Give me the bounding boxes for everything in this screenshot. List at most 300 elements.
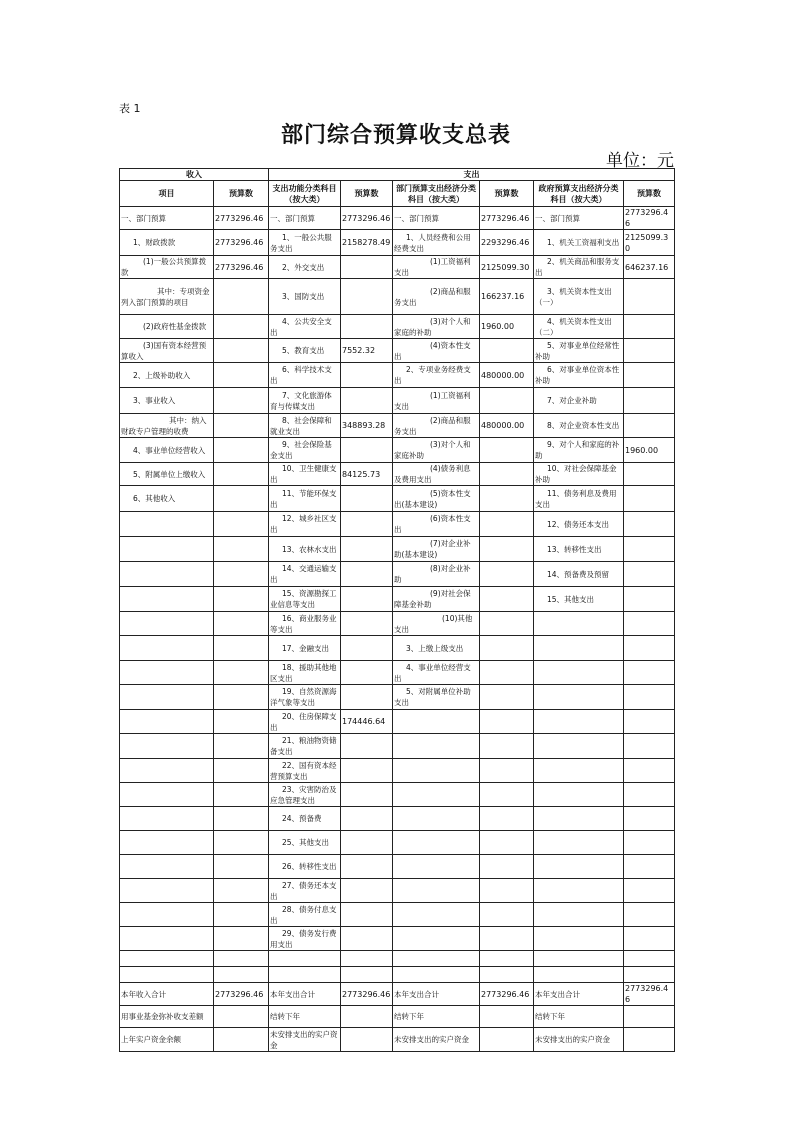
function-budget-cell (341, 512, 393, 537)
gov-econ-budget-cell: 1960.00 (624, 438, 675, 463)
dept-econ-budget-cell (480, 612, 534, 636)
income-item-cell: (1)一般公共预算拨款 (120, 256, 214, 279)
table-row (120, 363, 675, 388)
gov-econ-item-cell: 4、机关资本性支出（二） (534, 315, 624, 339)
function-item-cell: 9、社会保险基金支出 (269, 438, 341, 463)
gov-econ-item-cell: 14、预备费及预留 (534, 562, 624, 587)
gov-econ-budget-cell (624, 339, 675, 363)
income-item-cell (120, 710, 214, 734)
function-item-cell: 未安排支出的实户资金 (269, 1028, 341, 1052)
dept-econ-item-cell (393, 967, 480, 983)
function-item-cell: 结转下年 (269, 1006, 341, 1028)
function-budget-cell (341, 831, 393, 855)
income-item-cell: 用事业基金弥补收支差额 (120, 1006, 214, 1028)
gov-econ-item-cell (534, 636, 624, 661)
gov-econ-item-cell: 7、对企业补助 (534, 388, 624, 414)
table-row (120, 759, 675, 783)
function-item-cell: 22、国有资本经营预算支出 (269, 759, 341, 783)
function-budget-cell (341, 587, 393, 612)
gov-econ-item-cell: 9、对个人和家庭的补助 (534, 438, 624, 463)
col-header-function-class: 支出功能分类科目（按大类） (269, 181, 341, 207)
income-item-cell: 其中：专项资金列入部门预算的项目 (120, 279, 214, 315)
income-budget-cell: 2773296.46 (214, 256, 269, 279)
income-budget-cell (214, 388, 269, 414)
function-budget-cell: 2773296.46 (341, 983, 393, 1006)
table-row (120, 1028, 675, 1052)
dept-econ-budget-cell: 2773296.46 (480, 983, 534, 1006)
dept-econ-item-cell: (3)对个人和家庭补助 (393, 438, 480, 463)
gov-econ-budget-cell (624, 903, 675, 927)
table-row (120, 783, 675, 807)
gov-econ-budget-cell (624, 486, 675, 512)
table-row (120, 388, 675, 414)
gov-econ-item-cell (534, 831, 624, 855)
dept-econ-item-cell: (9)对社会保障基金补助 (393, 587, 480, 612)
table-row (120, 339, 675, 363)
table-row (120, 438, 675, 463)
gov-econ-item-cell (534, 783, 624, 807)
table-row (120, 734, 675, 759)
income-item-cell (120, 783, 214, 807)
dept-econ-item-cell: (5)资本性支出(基本建设) (393, 486, 480, 512)
function-item-cell: 12、城乡社区支出 (269, 512, 341, 537)
income-item-cell: (2)政府性基金拨款 (120, 315, 214, 339)
table-row (120, 807, 675, 831)
gov-econ-budget-cell (624, 661, 675, 685)
income-item-cell (120, 759, 214, 783)
dept-econ-item-cell (393, 903, 480, 927)
dept-econ-item-cell: 一、部门预算 (393, 207, 480, 230)
income-budget-cell (214, 537, 269, 562)
income-budget-cell (214, 855, 269, 879)
income-item-cell: 上年实户资金余额 (120, 1028, 214, 1052)
gov-econ-budget-cell (624, 562, 675, 587)
dept-econ-item-cell (393, 759, 480, 783)
dept-econ-budget-cell: 1960.00 (480, 315, 534, 339)
income-budget-cell (214, 903, 269, 927)
gov-econ-item-cell: 13、转移性支出 (534, 537, 624, 562)
gov-econ-item-cell: 11、债务利息及费用支出 (534, 486, 624, 512)
table-row (120, 279, 675, 315)
function-budget-cell (341, 927, 393, 951)
table-row (120, 951, 675, 967)
table-row (120, 855, 675, 879)
function-item-cell: 26、转移性支出 (269, 855, 341, 879)
function-budget-cell (341, 951, 393, 967)
dept-econ-budget-cell (480, 438, 534, 463)
income-header: 收入 (120, 169, 269, 181)
gov-econ-budget-cell (624, 363, 675, 388)
gov-econ-budget-cell (624, 1028, 675, 1052)
gov-econ-item-cell (534, 710, 624, 734)
dept-econ-item-cell (393, 734, 480, 759)
income-item-cell (120, 967, 214, 983)
gov-econ-budget-cell (624, 463, 675, 486)
function-budget-cell: 7552.32 (341, 339, 393, 363)
function-item-cell: 一、部门预算 (269, 207, 341, 230)
expense-header: 支出 (269, 169, 675, 181)
dept-econ-item-cell: (8)对企业补助 (393, 562, 480, 587)
col-header-gov-econ-class: 政府预算支出经济分类科目（按大类） (534, 181, 624, 207)
function-budget-cell (341, 967, 393, 983)
table-row (120, 207, 675, 230)
income-budget-cell (214, 279, 269, 315)
function-item-cell: 8、社会保障和就业支出 (269, 414, 341, 438)
function-budget-cell: 84125.73 (341, 463, 393, 486)
table-row (120, 710, 675, 734)
gov-econ-budget-cell (624, 967, 675, 983)
dept-econ-budget-cell (480, 855, 534, 879)
income-item-cell: 一、部门预算 (120, 207, 214, 230)
gov-econ-item-cell (534, 612, 624, 636)
table-row (120, 537, 675, 562)
table-label: 表 1 (119, 102, 141, 115)
function-budget-cell (341, 734, 393, 759)
gov-econ-item-cell: 6、对事业单位资本性补助 (534, 363, 624, 388)
function-budget-cell (341, 636, 393, 661)
income-budget-cell (214, 486, 269, 512)
gov-econ-budget-cell (624, 855, 675, 879)
dept-econ-budget-cell (480, 734, 534, 759)
income-item-cell: 6、其他收入 (120, 486, 214, 512)
function-item-cell: 13、农林水支出 (269, 537, 341, 562)
function-budget-cell (341, 537, 393, 562)
income-item-cell (120, 636, 214, 661)
income-budget-cell (214, 710, 269, 734)
dept-econ-budget-cell (480, 685, 534, 710)
income-budget-cell (214, 438, 269, 463)
function-budget-cell: 2773296.46 (341, 207, 393, 230)
dept-econ-budget-cell (480, 1006, 534, 1028)
dept-econ-budget-cell: 480000.00 (480, 414, 534, 438)
function-item-cell: 本年支出合计 (269, 983, 341, 1006)
income-budget-cell: 2773296.46 (214, 983, 269, 1006)
budget-summary-table (119, 168, 675, 1052)
gov-econ-budget-cell: 2773296.46 (624, 207, 675, 230)
gov-econ-budget-cell (624, 734, 675, 759)
gov-econ-item-cell: 结转下年 (534, 1006, 624, 1028)
income-budget-cell (214, 734, 269, 759)
function-item-cell: 7、文化旅游体育与传媒支出 (269, 388, 341, 414)
table-row (120, 230, 675, 256)
dept-econ-item-cell (393, 783, 480, 807)
gov-econ-item-cell (534, 661, 624, 685)
table-row (120, 414, 675, 438)
table-row (120, 587, 675, 612)
function-budget-cell (341, 256, 393, 279)
dept-econ-budget-cell (480, 661, 534, 685)
income-budget-cell (214, 783, 269, 807)
dept-econ-item-cell: 1、人员经费和公用经费支出 (393, 230, 480, 256)
dept-econ-budget-cell (480, 463, 534, 486)
income-item-cell: 5、附属单位上缴收入 (120, 463, 214, 486)
dept-econ-budget-cell (480, 636, 534, 661)
col-header-budget: 预算数 (480, 181, 534, 207)
income-budget-cell (214, 951, 269, 967)
function-item-cell: 3、国防支出 (269, 279, 341, 315)
table-body (120, 207, 675, 1052)
function-item-cell: 24、预备费 (269, 807, 341, 831)
dept-econ-item-cell: (7)对企业补助(基本建设) (393, 537, 480, 562)
gov-econ-budget-cell: 2773296.46 (624, 983, 675, 1006)
function-budget-cell (341, 279, 393, 315)
income-item-cell (120, 951, 214, 967)
table-row (120, 463, 675, 486)
function-item-cell: 16、商业服务业等支出 (269, 612, 341, 636)
income-budget-cell (214, 1006, 269, 1028)
unit-label: 单位：元 (606, 151, 674, 171)
function-budget-cell (341, 783, 393, 807)
income-budget-cell (214, 927, 269, 951)
income-item-cell (120, 807, 214, 831)
gov-econ-item-cell (534, 903, 624, 927)
dept-econ-item-cell: 4、事业单位经营支出 (393, 661, 480, 685)
income-budget-cell (214, 636, 269, 661)
dept-econ-item-cell (393, 710, 480, 734)
function-item-cell: 23、灾害防治及应急管理支出 (269, 783, 341, 807)
dept-econ-budget-cell: 480000.00 (480, 363, 534, 388)
table-row (120, 903, 675, 927)
income-item-cell: 其中：纳入财政专户管理的收费 (120, 414, 214, 438)
col-header-budget: 预算数 (341, 181, 393, 207)
gov-econ-item-cell (534, 967, 624, 983)
income-item-cell (120, 831, 214, 855)
function-item-cell: 17、金融支出 (269, 636, 341, 661)
gov-econ-item-cell: 15、其他支出 (534, 587, 624, 612)
function-item-cell: 1、一般公共服务支出 (269, 230, 341, 256)
gov-econ-budget-cell (624, 879, 675, 903)
table-row (120, 636, 675, 661)
income-item-cell (120, 587, 214, 612)
income-item-cell: (3)国有资本经营预算收入 (120, 339, 214, 363)
income-item-cell (120, 734, 214, 759)
table-row (120, 512, 675, 537)
col-header-budget: 预算数 (624, 181, 675, 207)
income-budget-cell (214, 879, 269, 903)
col-header-budget: 预算数 (214, 181, 269, 207)
dept-econ-budget-cell (480, 927, 534, 951)
gov-econ-budget-cell (624, 685, 675, 710)
dept-econ-budget-cell (480, 512, 534, 537)
dept-econ-item-cell (393, 855, 480, 879)
gov-econ-item-cell: 10、对社会保障基金补助 (534, 463, 624, 486)
dept-econ-item-cell: 5、对附属单位补助支出 (393, 685, 480, 710)
function-budget-cell (341, 1028, 393, 1052)
income-budget-cell (214, 1028, 269, 1052)
table-row (120, 315, 675, 339)
function-budget-cell (341, 315, 393, 339)
table-row (120, 967, 675, 983)
dept-econ-budget-cell (480, 783, 534, 807)
table-row (120, 256, 675, 279)
gov-econ-budget-cell (624, 831, 675, 855)
function-item-cell (269, 967, 341, 983)
table-row (120, 983, 675, 1006)
function-budget-cell (341, 562, 393, 587)
dept-econ-budget-cell (480, 486, 534, 512)
dept-econ-item-cell (393, 879, 480, 903)
gov-econ-budget-cell (624, 279, 675, 315)
gov-econ-budget-cell: 646237.16 (624, 256, 675, 279)
income-budget-cell (214, 807, 269, 831)
function-item-cell: 15、资源勘探工业信息等支出 (269, 587, 341, 612)
function-item-cell (269, 951, 341, 967)
income-item-cell (120, 661, 214, 685)
gov-econ-budget-cell (624, 587, 675, 612)
dept-econ-item-cell: (2)商品和服务支出 (393, 414, 480, 438)
income-budget-cell (214, 315, 269, 339)
dept-econ-item-cell (393, 807, 480, 831)
function-item-cell: 6、科学技术支出 (269, 363, 341, 388)
gov-econ-item-cell: 一、部门预算 (534, 207, 624, 230)
gov-econ-item-cell: 5、对事业单位经常性补助 (534, 339, 624, 363)
table-row (120, 562, 675, 587)
income-budget-cell (214, 661, 269, 685)
table-row (120, 879, 675, 903)
function-budget-cell (341, 879, 393, 903)
table-row (120, 661, 675, 685)
function-item-cell: 18、援助其他地区支出 (269, 661, 341, 685)
function-item-cell: 28、债务付息支出 (269, 903, 341, 927)
dept-econ-item-cell: (4)资本性支出 (393, 339, 480, 363)
gov-econ-budget-cell (624, 759, 675, 783)
income-budget-cell (214, 463, 269, 486)
dept-econ-budget-cell (480, 388, 534, 414)
function-budget-cell (341, 807, 393, 831)
table-row (120, 685, 675, 710)
gov-econ-budget-cell (624, 512, 675, 537)
gov-econ-item-cell (534, 879, 624, 903)
dept-econ-item-cell: 本年支出合计 (393, 983, 480, 1006)
gov-econ-item-cell (534, 951, 624, 967)
income-item-cell (120, 512, 214, 537)
col-header-item: 项目 (120, 181, 214, 207)
dept-econ-item-cell: (2)商品和服务支出 (393, 279, 480, 315)
gov-econ-item-cell: 本年支出合计 (534, 983, 624, 1006)
function-budget-cell (341, 759, 393, 783)
table-row (120, 1006, 675, 1028)
income-budget-cell (214, 562, 269, 587)
gov-econ-item-cell (534, 855, 624, 879)
income-item-cell: 2、上级补助收入 (120, 363, 214, 388)
gov-econ-budget-cell (624, 636, 675, 661)
gov-econ-budget-cell (624, 315, 675, 339)
income-budget-cell (214, 363, 269, 388)
income-item-cell: 本年收入合计 (120, 983, 214, 1006)
dept-econ-item-cell: 3、上缴上级支出 (393, 636, 480, 661)
dept-econ-budget-cell (480, 339, 534, 363)
income-budget-cell: 2773296.46 (214, 230, 269, 256)
function-budget-cell (341, 855, 393, 879)
function-budget-cell: 348893.28 (341, 414, 393, 438)
dept-econ-budget-cell: 166237.16 (480, 279, 534, 315)
function-budget-cell: 174446.64 (341, 710, 393, 734)
gov-econ-budget-cell (624, 414, 675, 438)
income-item-cell (120, 537, 214, 562)
dept-econ-item-cell: (10)其他支出 (393, 612, 480, 636)
gov-econ-item-cell: 未安排支出的实户资金 (534, 1028, 624, 1052)
dept-econ-item-cell (393, 831, 480, 855)
dept-econ-budget-cell: 2773296.46 (480, 207, 534, 230)
function-item-cell: 10、卫生健康支出 (269, 463, 341, 486)
dept-econ-item-cell (393, 927, 480, 951)
gov-econ-budget-cell (624, 388, 675, 414)
function-budget-cell (341, 903, 393, 927)
gov-econ-item-cell (534, 807, 624, 831)
function-item-cell: 14、交通运输支出 (269, 562, 341, 587)
income-budget-cell (214, 339, 269, 363)
income-budget-cell: 2773296.46 (214, 207, 269, 230)
gov-econ-item-cell: 3、机关资本性支出（一） (534, 279, 624, 315)
income-budget-cell (214, 414, 269, 438)
dept-econ-budget-cell (480, 537, 534, 562)
dept-econ-item-cell (393, 951, 480, 967)
dept-econ-budget-cell (480, 903, 534, 927)
dept-econ-budget-cell (480, 967, 534, 983)
income-item-cell: 1、财政拨款 (120, 230, 214, 256)
function-budget-cell (341, 685, 393, 710)
function-budget-cell (341, 388, 393, 414)
dept-econ-item-cell: (1)工资福利支出 (393, 256, 480, 279)
income-item-cell (120, 612, 214, 636)
gov-econ-item-cell: 12、债务还本支出 (534, 512, 624, 537)
dept-econ-budget-cell (480, 759, 534, 783)
income-budget-cell (214, 759, 269, 783)
dept-econ-item-cell: 结转下年 (393, 1006, 480, 1028)
function-budget-cell (341, 1006, 393, 1028)
gov-econ-budget-cell (624, 710, 675, 734)
dept-econ-budget-cell (480, 1028, 534, 1052)
gov-econ-budget-cell (624, 783, 675, 807)
gov-econ-budget-cell: 2125099.30 (624, 230, 675, 256)
gov-econ-budget-cell (624, 612, 675, 636)
gov-econ-budget-cell (624, 951, 675, 967)
gov-econ-item-cell: 8、对企业资本性支出 (534, 414, 624, 438)
income-item-cell (120, 685, 214, 710)
income-item-cell (120, 879, 214, 903)
function-budget-cell (341, 661, 393, 685)
gov-econ-budget-cell (624, 807, 675, 831)
function-item-cell: 21、粮油物资储备支出 (269, 734, 341, 759)
income-item-cell (120, 927, 214, 951)
income-item-cell (120, 903, 214, 927)
function-budget-cell (341, 612, 393, 636)
function-item-cell: 11、节能环保支出 (269, 486, 341, 512)
gov-econ-item-cell (534, 685, 624, 710)
function-budget-cell (341, 438, 393, 463)
dept-econ-item-cell: (6)资本性支出 (393, 512, 480, 537)
function-item-cell: 25、其他支出 (269, 831, 341, 855)
gov-econ-item-cell: 1、机关工资福利支出 (534, 230, 624, 256)
function-item-cell: 2、外交支出 (269, 256, 341, 279)
function-item-cell: 4、公共安全支出 (269, 315, 341, 339)
gov-econ-item-cell: 2、机关商品和服务支出 (534, 256, 624, 279)
function-item-cell: 5、教育支出 (269, 339, 341, 363)
dept-econ-item-cell: (1)工资福利支出 (393, 388, 480, 414)
dept-econ-budget-cell (480, 951, 534, 967)
table-row (120, 486, 675, 512)
dept-econ-budget-cell (480, 831, 534, 855)
gov-econ-budget-cell (624, 927, 675, 951)
income-item-cell: 4、事业单位经营收入 (120, 438, 214, 463)
income-budget-cell (214, 831, 269, 855)
income-item-cell: 3、事业收入 (120, 388, 214, 414)
col-header-dept-econ-class: 部门预算支出经济分类科目（按大类） (393, 181, 480, 207)
table-row (120, 612, 675, 636)
dept-econ-budget-cell: 2293296.46 (480, 230, 534, 256)
table-row (120, 831, 675, 855)
gov-econ-item-cell (534, 734, 624, 759)
